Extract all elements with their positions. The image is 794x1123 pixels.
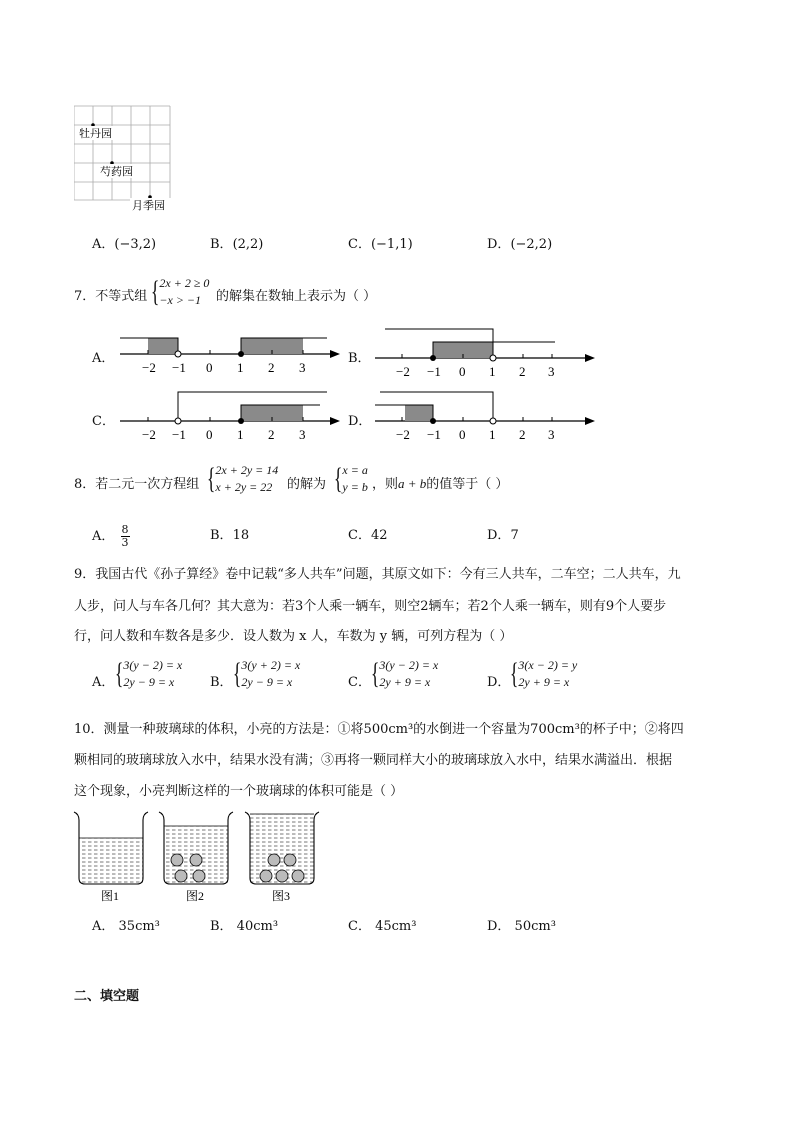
svg-text:2: 2 — [268, 360, 275, 375]
q8-option-c[interactable]: C．42 — [348, 528, 388, 543]
q6-option-a[interactable]: A．(−3,2) — [92, 237, 157, 252]
figure-1-caption: 图1 — [101, 889, 120, 903]
svg-text:−2: −2 — [396, 364, 410, 378]
svg-text:0: 0 — [459, 427, 466, 442]
q7-number-line-c[interactable] — [115, 386, 350, 442]
q9-option-a-label[interactable]: A． — [92, 675, 115, 690]
q7-number-line-a[interactable] — [115, 328, 350, 376]
svg-text:−2: −2 — [142, 427, 156, 442]
q7-option-d-label[interactable]: D． — [348, 414, 372, 429]
beaker-1 — [74, 812, 148, 884]
q7-inequality-system: { 2x + 2 ≥ 0 −x > −1 — [150, 275, 210, 308]
herbaceous-peony-label: 芍药园 — [100, 166, 133, 178]
svg-text:0: 0 — [206, 360, 213, 375]
q8-middle-text: 的解为 — [287, 477, 327, 492]
q7-stem-suffix: 的解集在数轴上表示为（ ） — [216, 289, 377, 304]
q7-number-line-b[interactable] — [370, 323, 600, 378]
svg-text:3: 3 — [299, 360, 306, 375]
svg-text:1: 1 — [489, 364, 496, 378]
q10-line-2: 颗相同的玻璃球放入水中，结果水没有满；③再将一颗同样大小的玻璃球放入水中，结果水满溢出．根据 — [74, 753, 673, 768]
q9-option-b-system[interactable]: { 3(y + 2) = x 2y − 9 = x — [232, 657, 301, 690]
q8-stem-end: ，则a + b的值等于（ ） — [372, 476, 509, 492]
q9-option-a-system[interactable]: { 3(y − 2) = x 2y − 9 = x — [114, 657, 183, 690]
q9-option-b-label[interactable]: B． — [210, 675, 233, 690]
q7-option-c-label[interactable]: C． — [92, 414, 115, 429]
q8-equation-system: { 2x + 2y = 14 x + 2y = 22 — [206, 462, 279, 495]
svg-text:−1: −1 — [427, 427, 441, 442]
svg-text:1: 1 — [237, 360, 244, 375]
q7-option-b-label[interactable]: B． — [348, 351, 371, 366]
svg-text:3: 3 — [548, 427, 555, 442]
q7-option-a-label[interactable]: A． — [92, 351, 115, 366]
q10-option-a[interactable]: A． 35cm³ — [92, 919, 160, 934]
svg-text:−1: −1 — [427, 364, 441, 378]
q9-line-2: 人步，问人与车各几何？其大意为：若3个人乘一辆车，则空2辆车；若2个人乘一辆车，则有9个人要步 — [74, 599, 667, 614]
svg-text:−2: −2 — [142, 360, 156, 375]
svg-text:3: 3 — [548, 364, 555, 378]
svg-text:−1: −1 — [172, 427, 186, 442]
svg-text:0: 0 — [206, 427, 213, 442]
q10-option-d[interactable]: D． 50cm³ — [487, 919, 556, 934]
q8-stem-prefix: 8．若二元一次方程组 — [74, 477, 200, 492]
svg-text:−2: −2 — [396, 427, 410, 442]
glass-ball-beakers-figure — [70, 808, 350, 906]
peony-label: 牡丹园 — [79, 128, 112, 140]
svg-text:0: 0 — [459, 364, 466, 378]
svg-text:3: 3 — [299, 427, 306, 442]
q10-line-3: 这个现象，小亮判断这样的一个玻璃球的体积可能是（ ） — [74, 784, 404, 799]
q10-option-b[interactable]: B． 40cm³ — [210, 919, 279, 934]
q7-number-line-d[interactable] — [370, 386, 600, 442]
svg-text:2: 2 — [519, 364, 526, 378]
q7-stem-prefix: 7．不等式组 — [74, 289, 148, 304]
svg-text:−1: −1 — [172, 360, 186, 375]
svg-text:1: 1 — [237, 427, 244, 442]
figure-3-caption: 图3 — [272, 889, 291, 903]
q6-option-b[interactable]: B．(2,2) — [210, 237, 264, 252]
q9-option-c-system[interactable]: { 3(y − 2) = x 2y + 9 = x — [370, 657, 439, 690]
beaker-3 — [245, 812, 319, 884]
q10-option-c[interactable]: C． 45cm³ — [348, 919, 417, 934]
q8-option-b[interactable]: B．18 — [210, 528, 250, 543]
svg-text:1: 1 — [489, 427, 496, 442]
svg-text:2: 2 — [268, 427, 275, 442]
q6-option-c[interactable]: C．(−1,1) — [348, 237, 413, 252]
q9-option-d-system[interactable]: { 3(x − 2) = y 2y + 9 = x — [509, 657, 578, 690]
q9-option-d-label[interactable]: D． — [487, 675, 511, 690]
q8-solution-system: { x = a y = b — [333, 462, 368, 495]
q9-line-1: 9．我国古代《孙子算经》卷中记载“多人共车”问题，其原文如下：今有三人共车，二车空；二人共车，九 — [74, 567, 681, 582]
q9-line-3: 行，问人数和车数各是多少．设人数为 x 人，车数为 y 辆，可列方程为（ ） — [74, 629, 513, 644]
garden-grid-figure — [74, 104, 174, 214]
q9-option-c-label[interactable]: C． — [348, 675, 371, 690]
section-2-heading: 二、填空题 — [74, 989, 140, 1004]
q8-option-d[interactable]: D．7 — [487, 528, 519, 543]
rose-label: 月季园 — [132, 200, 165, 212]
q10-line-1: 10．测量一种玻璃球的体积，小亮的方法是：①将500cm³的水倒进一个容量为700cm³的杯子中；②将四 — [74, 722, 684, 737]
figure-2-caption: 图2 — [186, 889, 205, 903]
q6-option-d[interactable]: D．(−2,2) — [487, 237, 553, 252]
svg-text:2: 2 — [519, 427, 526, 442]
q8-option-a[interactable]: A． $\frac{8}{3}$ — [92, 523, 129, 549]
beaker-2 — [159, 812, 233, 884]
